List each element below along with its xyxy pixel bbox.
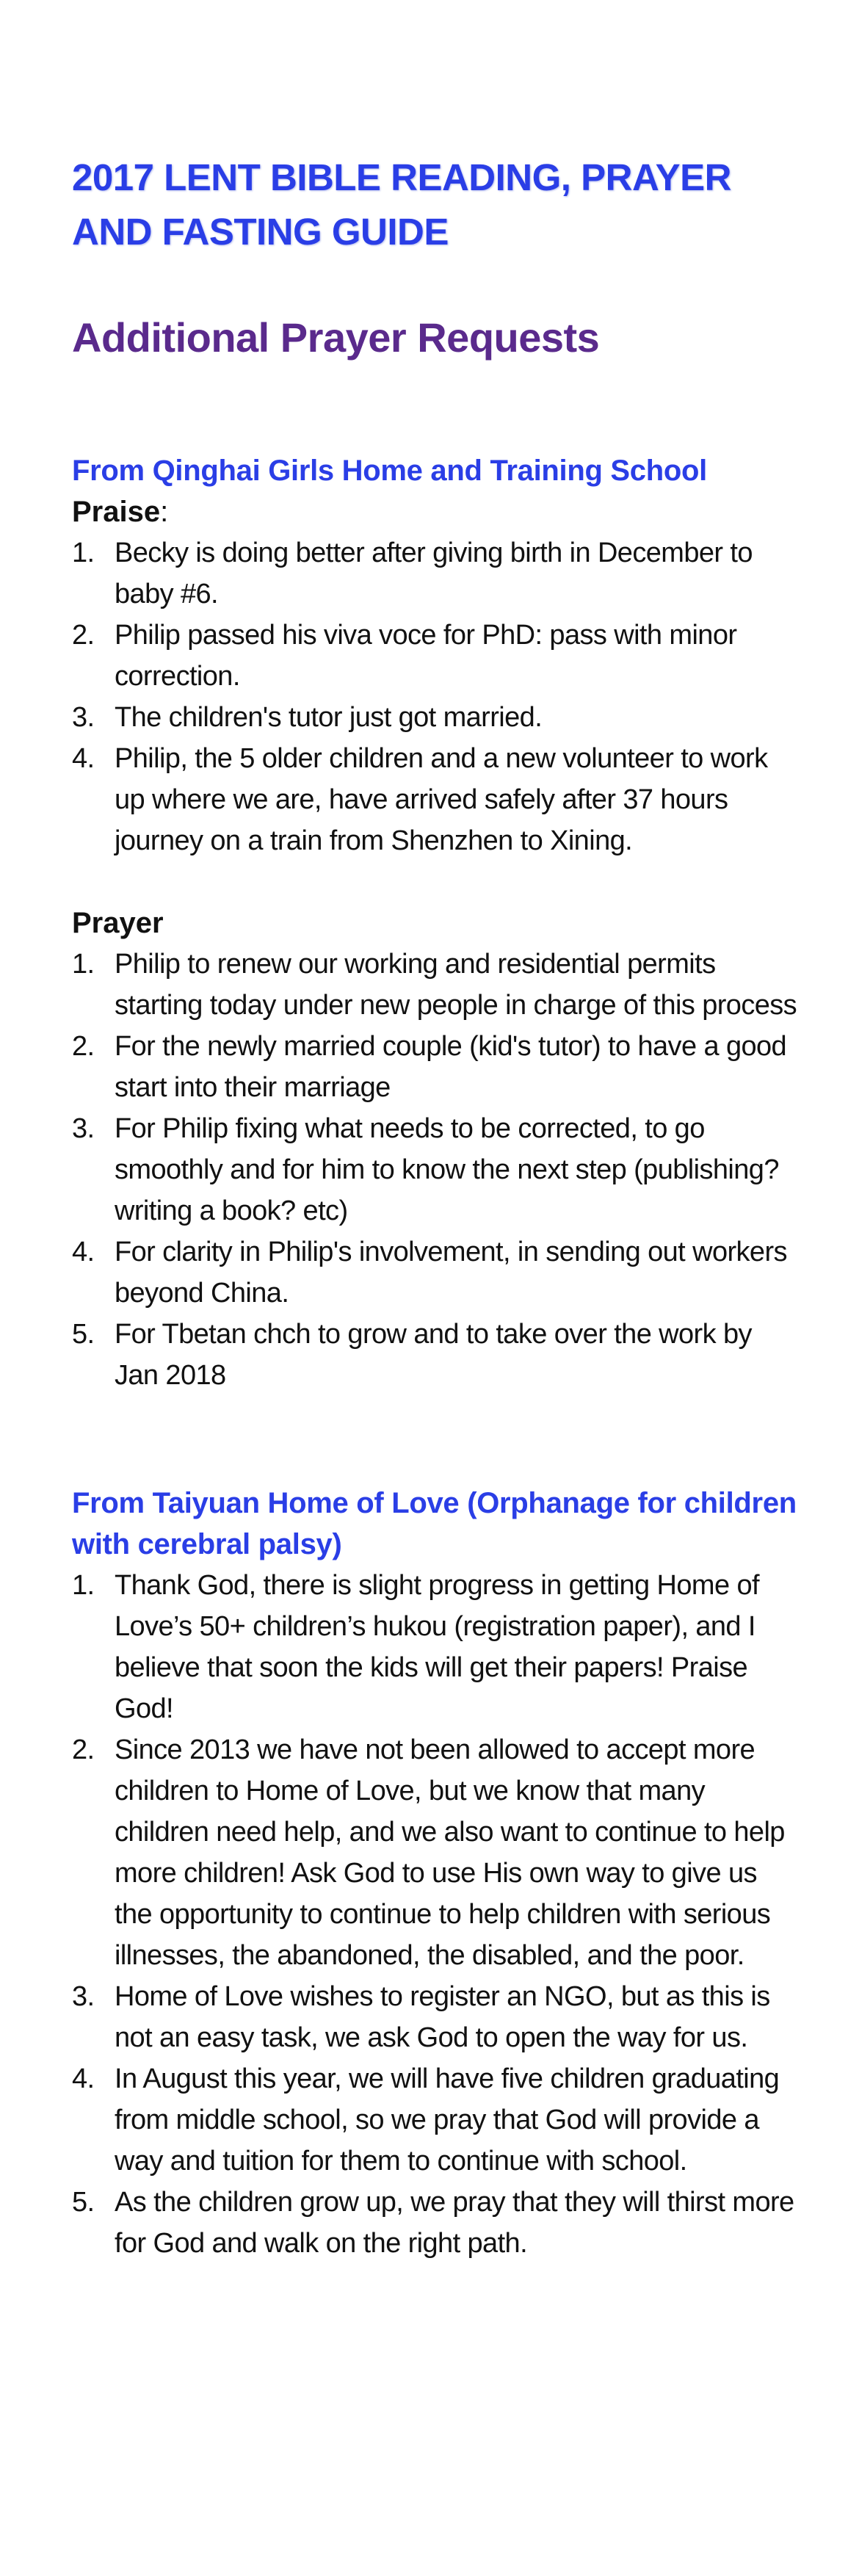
list-item bbox=[72, 615, 799, 697]
list-number: 2. bbox=[72, 620, 95, 651]
list-text: Home of Love wishes to register an NGO, but as this is not an easy task, we ask God to open the way for us. bbox=[115, 1981, 770, 2053]
list-number: 1. bbox=[72, 538, 95, 568]
list-item bbox=[72, 944, 799, 1026]
list-number: 4. bbox=[72, 2063, 95, 2094]
list-item bbox=[72, 1026, 799, 1108]
list-text: Thank God, there is slight progress in getting Home of Love’s 50+ children’s hukou (registration paper), and I believe that soon the kids will get their papers! Praise God! bbox=[115, 1570, 759, 1724]
praise-heading bbox=[72, 491, 799, 532]
list-text: As the children grow up, we pray that they will thirst more for God and walk on the right path. bbox=[115, 2187, 794, 2259]
list-text: In August this year, we will have five children graduating from middle school, so we pray that God will provide a way and tuition for them to continue with school. bbox=[115, 2063, 780, 2177]
list-number: 1. bbox=[72, 1570, 95, 1601]
prayer-label: Prayer bbox=[72, 907, 164, 939]
list-item bbox=[72, 1729, 799, 1976]
list-item bbox=[72, 1108, 799, 1231]
taiyuan-list bbox=[72, 1565, 799, 2264]
section-title: Additional Prayer Requests bbox=[72, 314, 600, 361]
list-item bbox=[72, 1314, 799, 1396]
list-number: 4. bbox=[72, 743, 95, 774]
prayer-heading bbox=[72, 902, 799, 944]
list-text: Since 2013 we have not been allowed to accept more children to Home of Love, but we know that many children need help, and we also want to continue to help more children! Ask God to use His own way to give us the opportunity to continue to help children with serious illnesses, the abandoned, the disabled, and the poor. bbox=[115, 1734, 785, 1971]
list-text: Philip to renew our working and residential permits starting today under new people in charge of this process bbox=[115, 949, 797, 1021]
list-item bbox=[72, 532, 799, 615]
list-item bbox=[72, 2182, 799, 2264]
list-text: Philip passed his viva voce for PhD: pass with minor correction. bbox=[115, 620, 737, 692]
list-number: 4. bbox=[72, 1237, 95, 1267]
document-title bbox=[72, 151, 799, 259]
document-title-line-2: AND FASTING GUIDE bbox=[72, 211, 449, 253]
list-text: For clarity in Philip's involvement, in sending out workers beyond China. bbox=[115, 1237, 787, 1309]
list-text: For Tbetan chch to grow and to take over the work by Jan 2018 bbox=[115, 1319, 752, 1391]
document-page bbox=[72, 151, 799, 2264]
list-item bbox=[72, 1976, 799, 2058]
list-item bbox=[72, 1231, 799, 1314]
list-number: 5. bbox=[72, 1319, 95, 1350]
taiyuan-section bbox=[72, 1483, 799, 2264]
list-text: For the newly married couple (kid's tutor) to have a good start into their marriage bbox=[115, 1031, 787, 1103]
prayer-list bbox=[72, 944, 799, 1396]
list-number: 2. bbox=[72, 1734, 95, 1765]
list-number: 2. bbox=[72, 1031, 95, 1062]
qinghai-heading: From Qinghai Girls Home and Training School bbox=[72, 455, 707, 487]
praise-colon: : bbox=[160, 496, 169, 528]
list-number: 3. bbox=[72, 1113, 95, 1144]
qinghai-section bbox=[72, 450, 799, 1396]
list-number: 3. bbox=[72, 1981, 95, 2012]
list-text: Becky is doing better after giving birth in December to baby #6. bbox=[115, 538, 753, 609]
list-number: 1. bbox=[72, 949, 95, 980]
list-number: 5. bbox=[72, 2187, 95, 2218]
list-item bbox=[72, 2058, 799, 2182]
list-item bbox=[72, 738, 799, 861]
list-item bbox=[72, 1565, 799, 1729]
praise-list bbox=[72, 532, 799, 861]
list-text: For Philip fixing what needs to be corrected, to go smoothly and for him to know the next step (publishing? writing a book? etc) bbox=[115, 1113, 779, 1226]
list-text: Philip, the 5 older children and a new volunteer to work up where we are, have arrived safely after 37 hours journey on a train from Shenzhen to Xining. bbox=[115, 743, 768, 856]
list-item bbox=[72, 697, 799, 738]
taiyuan-heading: From Taiyuan Home of Love (Orphanage for children with cerebral palsy) bbox=[72, 1487, 797, 1560]
document-title-line-1: 2017 LENT BIBLE READING, PRAYER bbox=[72, 156, 731, 198]
list-number: 3. bbox=[72, 702, 95, 733]
list-text: The children's tutor just got married. bbox=[115, 702, 543, 733]
praise-label: Praise bbox=[72, 496, 161, 528]
